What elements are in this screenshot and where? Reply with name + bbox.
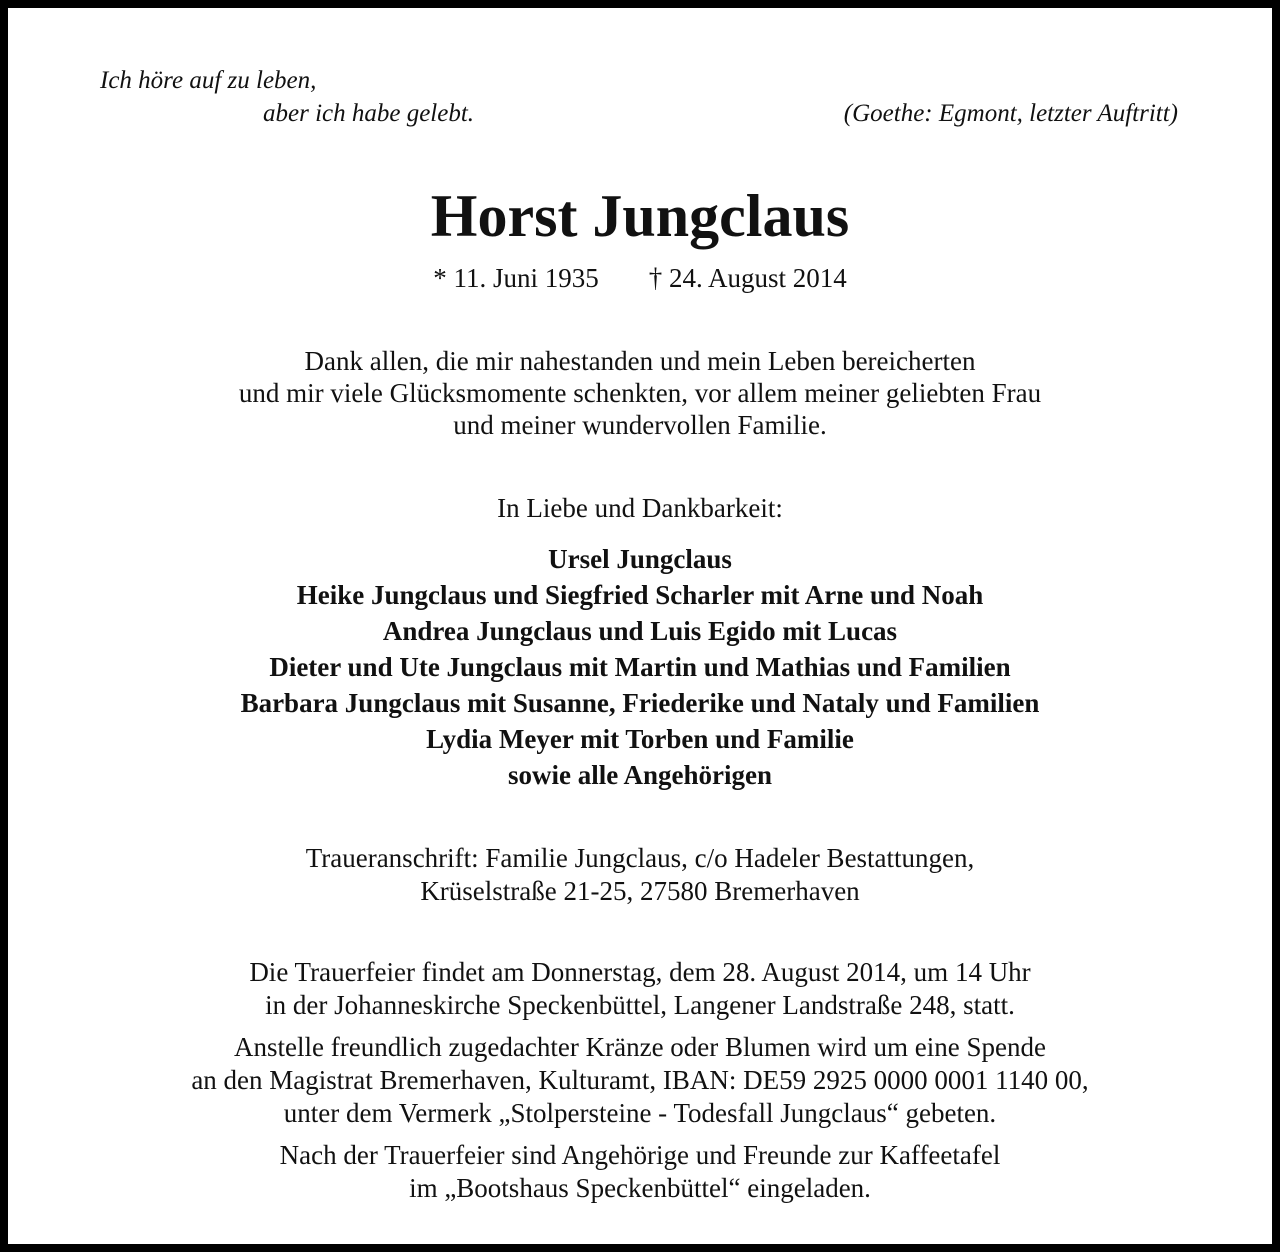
ceremony-line: in der Johanneskirche Speckenbüttel, Langener Landstraße 248, statt. [265, 990, 1015, 1020]
mourning-address [8, 842, 1272, 908]
quote-attribution: (Goethe: Egmont, letzter Auftritt) [843, 100, 1178, 127]
funeral-service-info [8, 956, 1272, 1022]
donation-info [8, 1031, 1272, 1130]
ceremony-line: Die Trauerfeier findet am Donnerstag, dem 28. August 2014, um 14 Uhr [249, 957, 1031, 987]
birth-date: * 11. Juni 1935 [433, 263, 599, 293]
quote-line-1: Ich höre auf zu leben, [100, 67, 317, 94]
reception-line: im „Bootshaus Speckenbüttel“ eingeladen. [409, 1173, 871, 1203]
quote-line-2: aber ich habe gelebt. [263, 100, 475, 127]
love-and-gratitude-line: In Liebe und Dankbarkeit: [497, 493, 783, 523]
mourner-entry: Andrea Jungclaus und Luis Egido mit Lucas [382, 616, 898, 646]
mourner-entry: Heike Jungclaus und Siegfried Scharler mit Arne und Noah [296, 580, 984, 610]
donation-line: an den Magistrat Bremerhaven, Kulturamt, IBAN: DE59 2925 0000 0001 1140 00, [191, 1065, 1089, 1095]
donation-line: Anstelle freundlich zugedachter Kränze oder Blumen wird um eine Spende [234, 1032, 1046, 1062]
deceased-name: Horst Jungclaus [430, 183, 850, 249]
mourner-entry: sowie alle Angehörigen [508, 760, 772, 790]
mourners-list [8, 541, 1272, 793]
mourner-entry: Lydia Meyer mit Torben und Familie [426, 724, 854, 754]
life-dates [8, 262, 1272, 294]
thanks-paragraph [8, 345, 1272, 441]
address-line: Traueranschrift: Familie Jungclaus, c/o Hadeler Bestattungen, [305, 843, 975, 873]
thanks-line: und mir viele Glücksmomente schenkten, vor allem meiner geliebten Frau [238, 378, 1042, 408]
reception-line: Nach der Trauerfeier sind Angehörige und Freunde zur Kaffeetafel [279, 1140, 1001, 1170]
thanks-line: und meiner wundervollen Familie. [453, 410, 827, 440]
mourner-entry: Dieter und Ute Jungclaus mit Martin und Mathias und Familien [269, 652, 1011, 682]
thanks-line: Dank allen, die mir nahestanden und mein Leben bereicherten [304, 346, 976, 376]
reception-info [8, 1139, 1272, 1205]
mourner-entry: Ursel Jungclaus [548, 544, 732, 574]
donation-line: unter dem Vermerk „Stolpersteine - Todesfall Jungclaus“ gebeten. [283, 1098, 997, 1128]
mourner-entry: Barbara Jungclaus mit Susanne, Friederike und Nataly und Familien [240, 688, 1040, 718]
death-date: † 24. August 2014 [648, 263, 847, 293]
address-line: Krüselstraße 21-25, 27580 Bremerhaven [420, 876, 860, 906]
opening-quote [100, 64, 474, 130]
